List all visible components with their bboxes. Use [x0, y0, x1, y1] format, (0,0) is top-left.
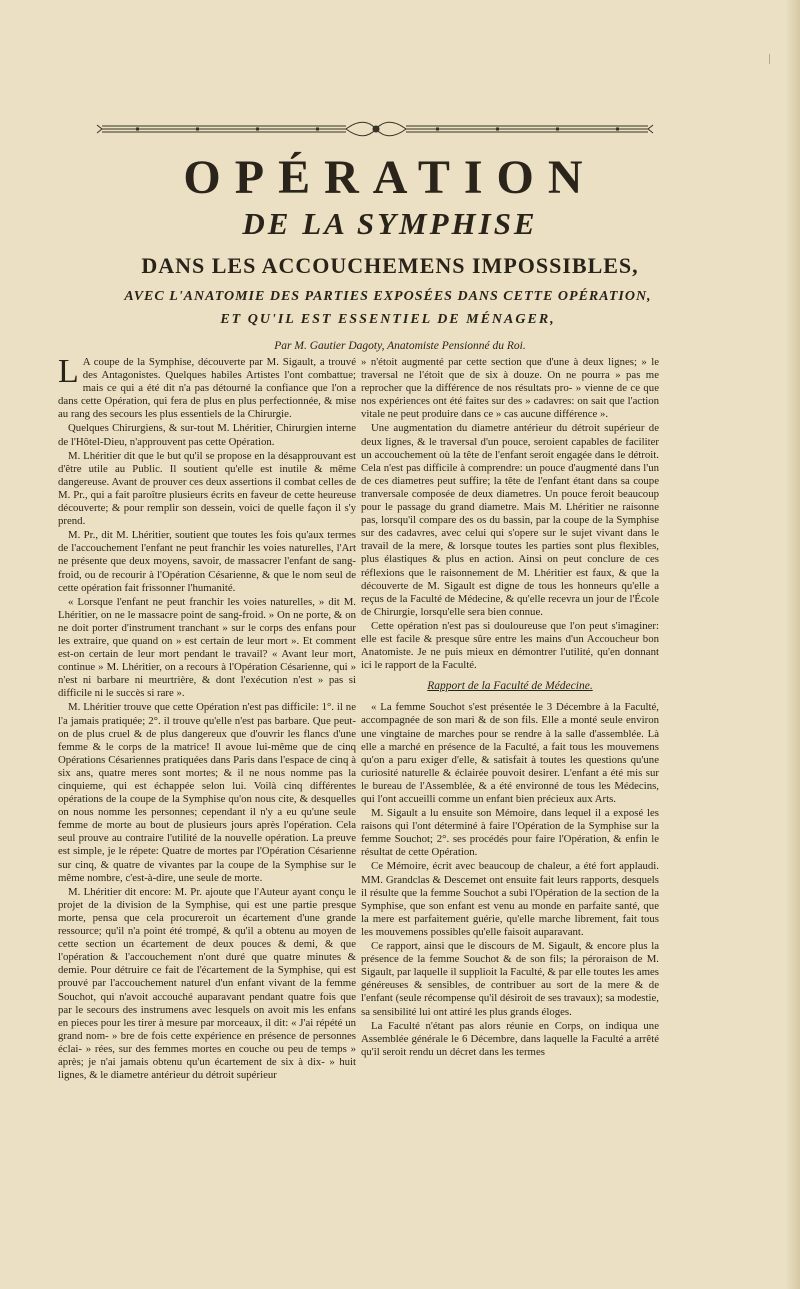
report-heading: Rapport de la Faculté de Médecine.: [427, 680, 593, 693]
main-title: OPÉRATION: [183, 151, 597, 204]
paragraph: Ce Mémoire, écrit avec beaucoup de chaleur, a été fort applaudi. MM. Grandclas & Descemet ont ensuite fait leurs rapports, desquels il résulte que la femme Souchot a subi l'Opération de la section de la Symphise, que son enfant est venu au monde en parfaite santé, que la mere est parfaitement guérie, qu'elle marche librement, fait tous les mouvemens possibles qu'elle faisoit auparavant.: [361, 860, 659, 938]
title-line-4: AVEC L'ANATOMIE DES PARTIES EXPOSÉES DANS CETTE OPÉRATION,: [124, 289, 652, 304]
paragraph: M. Lhéritier trouve que cette Opération n'est pas difficile: 1°. il ne l'a jamais pratiquée; 2°. il trouve qu'elle n'est pas barbare. Que peut-on de plus cruel & de plus dangereux que d'ouvrir les flancs d'une femme & le corps de la matrice! Il avoue lui-même que de cinq Opérations Césariennes pratiquées dans Paris dans l'espace de cinq à six ans, quatre meres sont mortes; & il ne nous nomme pas la cinquieme, qui est échappée selon lui. Voilà cinq différentes opérations de la coupe de la Symphise qu'on nous cite, & desquelles on nous nomme les personnes; cependant il n'y a eu qu'une seule femme de morte au bout de plusieurs jours après l'opération. Cela seul prouve au contraire l'utilité de la nouvelle opération. La preuve est simple, je le répete: Quatre de mortes par l'Opération Césarienne sur cinq, & quatre de vivantes par la coupe de la Symphise sur le même nombre, c'est-à-dire, une seule de morte.: [58, 701, 356, 884]
paragraph: M. Lhéritier dit que le but qu'il se propose en la désapprouvant est d'être utile au Public. Il soutient qu'elle est inutile & même dangereuse. Avant de prouver ces deux assertions il combat celles de M. Pr., qui a fait paroître plusieurs écrits en faveur de cette heureuse découverte; & pour remplir son dessein, voici de quelle façon il s'y prend.: [58, 449, 356, 528]
paragraph: M. Pr., dit M. Lhéritier, soutient que toutes les fois qu'aux termes de l'accouchement l'enfant ne peut franchir les voies naturelles, l'Art ne présente que deux moyens, savoir, de massacrer l'enfant de sang-froid, ou de recourir à l'Opération Césarienne, & que le nom seul de cette opération fait frissonner l'humanité.: [58, 529, 356, 594]
paragraph: M. Sigault a lu ensuite son Mémoire, dans lequel il a exposé les raisons qui l'ont déterminé à faire l'Opération de la Symphise sur la femme Souchot; 2°. ses procédés pour faire l'Opération, & enfin le résultat de cette Opération.: [361, 807, 659, 859]
margin-mark: [769, 54, 770, 64]
header-ornament-rule: [96, 118, 656, 140]
title-line-5: ET QU'IL EST ESSENTIEL DE MÉNAGER,: [220, 312, 556, 327]
paragraph: Quelques Chirurgiens, & sur-tout M. Lhéritier, Chirurgien interne de l'Hôtel-Dieu, n'approuvent pas cette Opération.: [58, 422, 356, 448]
paragraph: [58, 353, 356, 421]
paragraph-text: A coupe de la Symphise, découverte par M. Sigault, a trouvé des Antagonistes. Quelques habiles Artistes l'ont combattue; mais ce qui a été dit n'a pas détourné la confiance que l'on a dans cette Opération, qui fera de plus en plus perfectionnée, & mise au rang des secours les plus essentiels de la Chirurgie.: [58, 356, 356, 421]
paragraph: Cette opération n'est pas si douloureuse que l'on peut s'imaginer: elle est facile & presque sûre entre les mains d'un Accoucheur bon Anatomiste. Je ne puis mieux en démontrer l'utilité, qu'en donnant ici le rapport de la Faculté.: [361, 619, 659, 672]
drop-cap: L: [58, 353, 79, 390]
paragraph: M. Lhéritier dit encore: M. Pr. ajoute que l'Auteur ayant conçu le projet de la division de la Symphise, qui est une partie presque morte, pensa que cela procureroit un écartement d'une grande ressource; qu'il n'a point été trompé, & qu'il a obtenu au moyen de cette section un écartement de deux pouces & demi, & que l'opération & l'accouchement n'ont duré que quatre minutes & demie. Pour détruire ce fait de l'écartement de la Symphise, qui est prouvé par l'accouchement naturel d'un enfant vivant de la femme Souchot, qui n'avoit accouché auparavant pendant quatre fois que par le secours des instrumens avec lesquels on avoit mis les enfans en pieces pour les tirer à mesure par morceaux, il dit: « J'ai répété un grand nom- » bre de fois cette expérience en présence de personnes éclai- » rées, sur des femmes mortes en couche ou peu de temps » après; je n'ai jamais obtenu qu'un écartement de six à dix- » huit lignes, & le diametre antérieur du détroit supérieur: [58, 885, 356, 1082]
paragraph: « La femme Souchot s'est présentée le 3 Décembre à la Faculté, accompagnée de son mari & de son fils. Elle a monté seule environ une vingtaine de marches pour se rendre à la salle d'assemblée. Là elle a marché en présence de la Faculté, a fait tous les mouvemens qu'on a paru exiger d'elle, & satisfait à toutes les questions qu'une curiosité naturelle & éclairée pouvoit desirer. L'enfant a été mis sur le bureau de l'Assemblée, & a été environné de tous les Médecins, qui l'ont accueilli comme un enfant bien précieux aux Arts.: [361, 701, 659, 805]
paragraph: La Faculté n'étant pas alors réunie en Corps, on indiqua une Assemblée générale le 6 Décembre, dans laquelle la Faculté a arrêté qu'il seroit rendu un décret dans les termes: [361, 1019, 659, 1058]
author-byline: Par M. Gautier Dagoty, Anatomiste Pensionné du Roi.: [274, 340, 526, 352]
paragraph: Ce rapport, ainsi que le discours de M. Sigault, & encore plus la présence de la femme Souchot & de son fils; la péroraison de M. Sigault, par laquelle il supplioit la Faculté, & par elle toutes les ames généreuses & sensibles, de contribuer au sort de la mere & de l'enfant (seule récompense qu'il désiroit de ses travaux); sa modestie, sa sensibilité lui ont attiré les plus grands éloges.: [361, 940, 659, 1018]
subtitle: DE LA SYMPHISE: [242, 206, 538, 241]
right-column: [361, 356, 659, 1060]
page-edge-shadow: [786, 0, 800, 1289]
left-column: [58, 353, 356, 1083]
paragraph: « Lorsque l'enfant ne peut franchir les voies naturelles, » dit M. Lhéritier, on ne le massacre point de sang-froid. » On ne porte, & on ne doit porter d'instrument tranchant » sur le corps des enfans pour les extraire, que quand on » est certain de leur mort ». Et comment est-on certain de leur mort pendant le travail? « Avant leur mort, continue » M. Lhéritier, on a recours à l'Opération Césarienne, qui » n'est ni barbare ni meurtrière, & dont l'exécution n'est » pas si difficile ni le succès si rare ».: [58, 595, 356, 700]
paragraph: » n'étoit augmenté par cette section que d'une à deux lignes; » le traversal ne l'étoit que de six à douze. On ne pourra » pas me reprocher que la différence de nos résultats pro- » vienne de ce que nos expériences ont été faites sur des » cadavres: on sait que l'action vitale ne peut produire dans ce » cas aucune différence ».: [361, 356, 659, 421]
title-line-3: DANS LES ACCOUCHEMENS IMPOSSIBLES,: [141, 253, 639, 278]
paragraph: Une augmentation du diametre antérieur du détroit supérieur de deux lignes, & le traversal d'un pouce, seroient capables de faciliter un accouchement où la tête de l'enfant seroit engagée dans le détroit. Cela n'est pas difficile à comprendre: un pouce d'augmenté dans l'un de ces diametres peut suffire; la tête de l'enfant étant dans sa coupe tranversale composée de deux diametres. Un pouce feroit beaucoup pour le passage du grand diametre. Mais M. Lhéritier ne raisonne pas, lorsqu'il compare des os du bassin, par la coupe de la Symphise sur des cadavres, avec celui qui s'opere sur le sujet vivant dans le travail de la mere, & lorsque toutes les parties sont plus flexibles, plus élastiques & plus en action. Ainsi on peut conclure de ces réflexions que le raisonnement de M. Lhéritier est faux, & que la découverte de M. Sigault est digne de tous les honneurs qu'elle a reçus de la Faculté de Médecine, & qu'elle recevra un jour de l'École de Chirurgie, lorsqu'elle sera bien connue.: [361, 422, 659, 618]
